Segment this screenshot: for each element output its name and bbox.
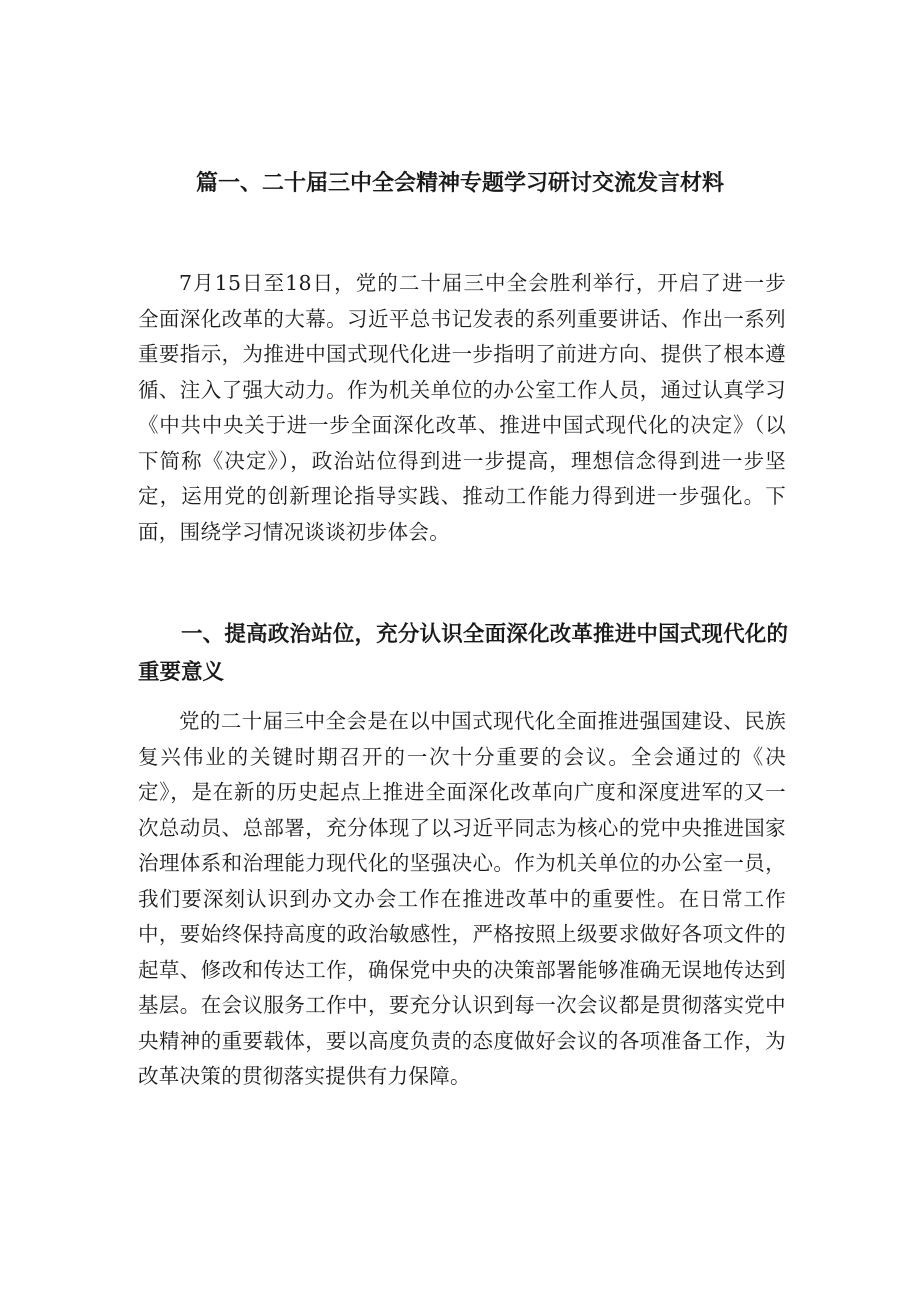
document-title: 篇一、二十届三中全会精神专题学习研讨交流发言材料 [195,171,724,196]
section-heading-1: 一、提高政治站位，充分认识全面深化改革推进中国式现代化的重要意义 [138,622,788,685]
paragraph-section-1: 党的二十届三中全会是在以中国式现代化全面推进强国建设、民族复兴伟业的关键时期召开的一次十分重要的会议。全会通过的《决定》，是在新的历史起点上推进全面深化改革向广度和深度进军的又一次总动员、总部署，充分体现了以习近平同志为核心的党中央推进国家治理体系和治理能力现代化的坚强决心。作为机关单位的办公室一员，我们要深刻认识到办文办会工作在推进改革中的重要性。在日常工作中，要始终保持高度的政治敏感性，严格按照上级要求做好各项文件的起草、修改和传达工作，确保党中央的决策部署能够准确无误地传达到基层。在会议服务工作中，要充分认识到每一次会议都是贯彻落实党中央精神的重要载体，要以高度负责的态度做好会议的各项准备工作，为改革决策的贯彻落实提供有力保障。 [138,709,786,1088]
paragraph-intro: 7月15日至18日，党的二十届三中全会胜利举行，开启了进一步全面深化改革的大幕。习近平总书记发表的系列重要讲话、作出一系列重要指示，为推进中国式现代化进一步指明了前进方向、提供了根本遵循、注入了强大动力。作为机关单位的办公室工作人员，通过认真学习《中共中央关于进一步全面深化改革、推进中国式现代化的决定》（以下简称《决定》），政治站位得到进一步提高，理想信念得到进一步坚定，运用党的创新理论指导实践、推动工作能力得到进一步强化。下面，围绕学习情况谈谈初步体会。 [138,271,786,544]
